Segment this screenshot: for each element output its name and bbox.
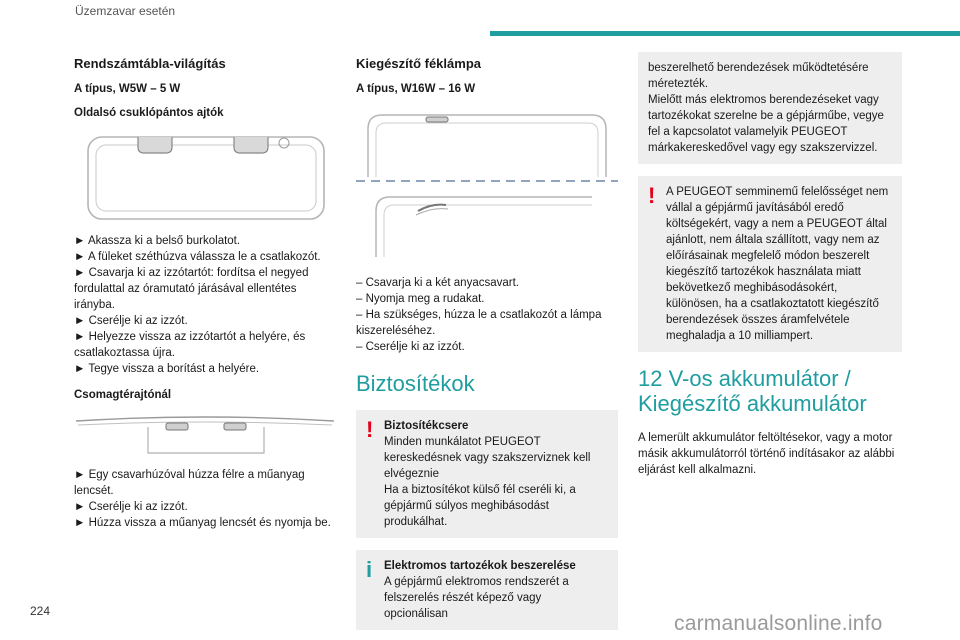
warning-icon: ! (648, 183, 656, 208)
header-accent-bar (490, 31, 960, 36)
step: – Ha szükséges, húzza le a csatlakozót a lámpa kiszereléséhez. (356, 309, 602, 337)
section-heading-license-plate: Rendszámtábla-világítás (74, 56, 226, 71)
info-box-electrical-accessories (356, 550, 618, 630)
bulb-type: A típus, W16W – 16 W (356, 83, 476, 95)
step: ► Cserélje ki az izzót. (74, 315, 188, 327)
info-box-line: Mielőtt más elektromos berendezéseket vagy tartozékokat szerelne be a gépjárműbe, vegye fel a kapcsolatot valamelyik PEUGEOT márkakereskedővel vagy egy szakszervizzel. (648, 94, 884, 154)
step: – Csavarja ki a két anyacsavart. (356, 277, 519, 289)
step: ► Akassza ki a belső burkolatot. (74, 235, 241, 247)
warning-box-text: A PEUGEOT semminemű felelősséget nem vállal a gépjármű javításából eredő költségekért, vagy a nem a PEUGEOT által ajánlott, nem általa szállított, vagy nem az előírásainak megfelelő módon beszerelt kiegészítő tartozékok használata miatt bekövetkező meghibásodásokért, különösen, ha a csatlakoztatott kiegészítő berendezések összes áramfelvétele meghaladja a 10 milliampert. (666, 186, 889, 342)
license-plate-lamp-tailgate-illustration (74, 413, 336, 457)
step: ► Csavarja ki az izzótartót: fordítsa el negyed fordulattal az óramutató járásával ellentétes irányba. (74, 267, 309, 311)
info-box-text: A gépjármű elektromos rendszerét a felszerelés részét képező vagy opcionálisan (384, 576, 569, 620)
subheading-tailgate: Csomagtérajtónál (74, 389, 172, 401)
warning-box-line: Ha a biztosítékot külső fél cseréli ki, a gépjármű súlyos meghibásodást produkálhat. (384, 484, 576, 528)
warning-box-liability (638, 176, 902, 352)
step: – Cserélje ki az izzót. (356, 341, 465, 353)
step: ► Helyezze vissza az izzótartót a helyére, és csatlakoztassa újra. (74, 331, 306, 359)
step: ► Cserélje ki az izzót. (74, 501, 188, 513)
section-heading-brake-light: Kiegészítő féklámpa (356, 56, 481, 71)
warning-icon: ! (366, 417, 374, 442)
bulb-type: A típus, W5W – 5 W (74, 83, 181, 95)
warning-box-title: Biztosítékcsere (384, 420, 469, 432)
license-plate-lamp-side-doors-illustration (74, 131, 336, 223)
battery-intro: A lemerült akkumulátor feltöltésekor, vagy a motor másik akkumulátorról történő indításakor az alábbi eljárást kell alkalmazni. (638, 432, 895, 476)
section-heading-battery: 12 V-os akkumulátor / Kiegészítő akkumulátor (638, 366, 867, 416)
step: ► Egy csavarhúzóval húzza félre a műanyag lencsét. (74, 469, 305, 497)
watermark: carmanualsonline.info (674, 612, 883, 635)
info-box-continuation (638, 52, 902, 164)
column-brake-light (356, 56, 618, 640)
column-license-plate (74, 56, 336, 531)
running-header: Üzemzavar esetén (75, 4, 176, 18)
step: ► Tegye vissza a borítást a helyére. (74, 363, 260, 375)
warning-box-line: Minden munkálatot PEUGEOT kereskedésnek vagy szakszerviznek kell elvégeznie (384, 436, 591, 480)
page-number: 224 (30, 604, 51, 618)
brake-lamp-illustration (356, 107, 618, 265)
warning-box-fuse-replacement (356, 410, 618, 538)
subheading-side-doors: Oldalsó csuklópántos ajtók (74, 107, 224, 119)
step: ► Húzza vissza a műanyag lencsét és nyomja be. (74, 517, 331, 529)
step: – Nyomja meg a rudakat. (356, 293, 485, 305)
step: ► A füleket széthúzva válassza le a csatlakozót. (74, 251, 321, 263)
info-box-title: Elektromos tartozékok beszerelése (384, 560, 576, 572)
info-box-line: beszerelhető berendezések működtetésére méretezték. (648, 62, 869, 90)
section-heading-fuses: Biztosítékok (356, 371, 475, 396)
info-icon: i (366, 557, 373, 582)
column-continuation (638, 52, 902, 478)
